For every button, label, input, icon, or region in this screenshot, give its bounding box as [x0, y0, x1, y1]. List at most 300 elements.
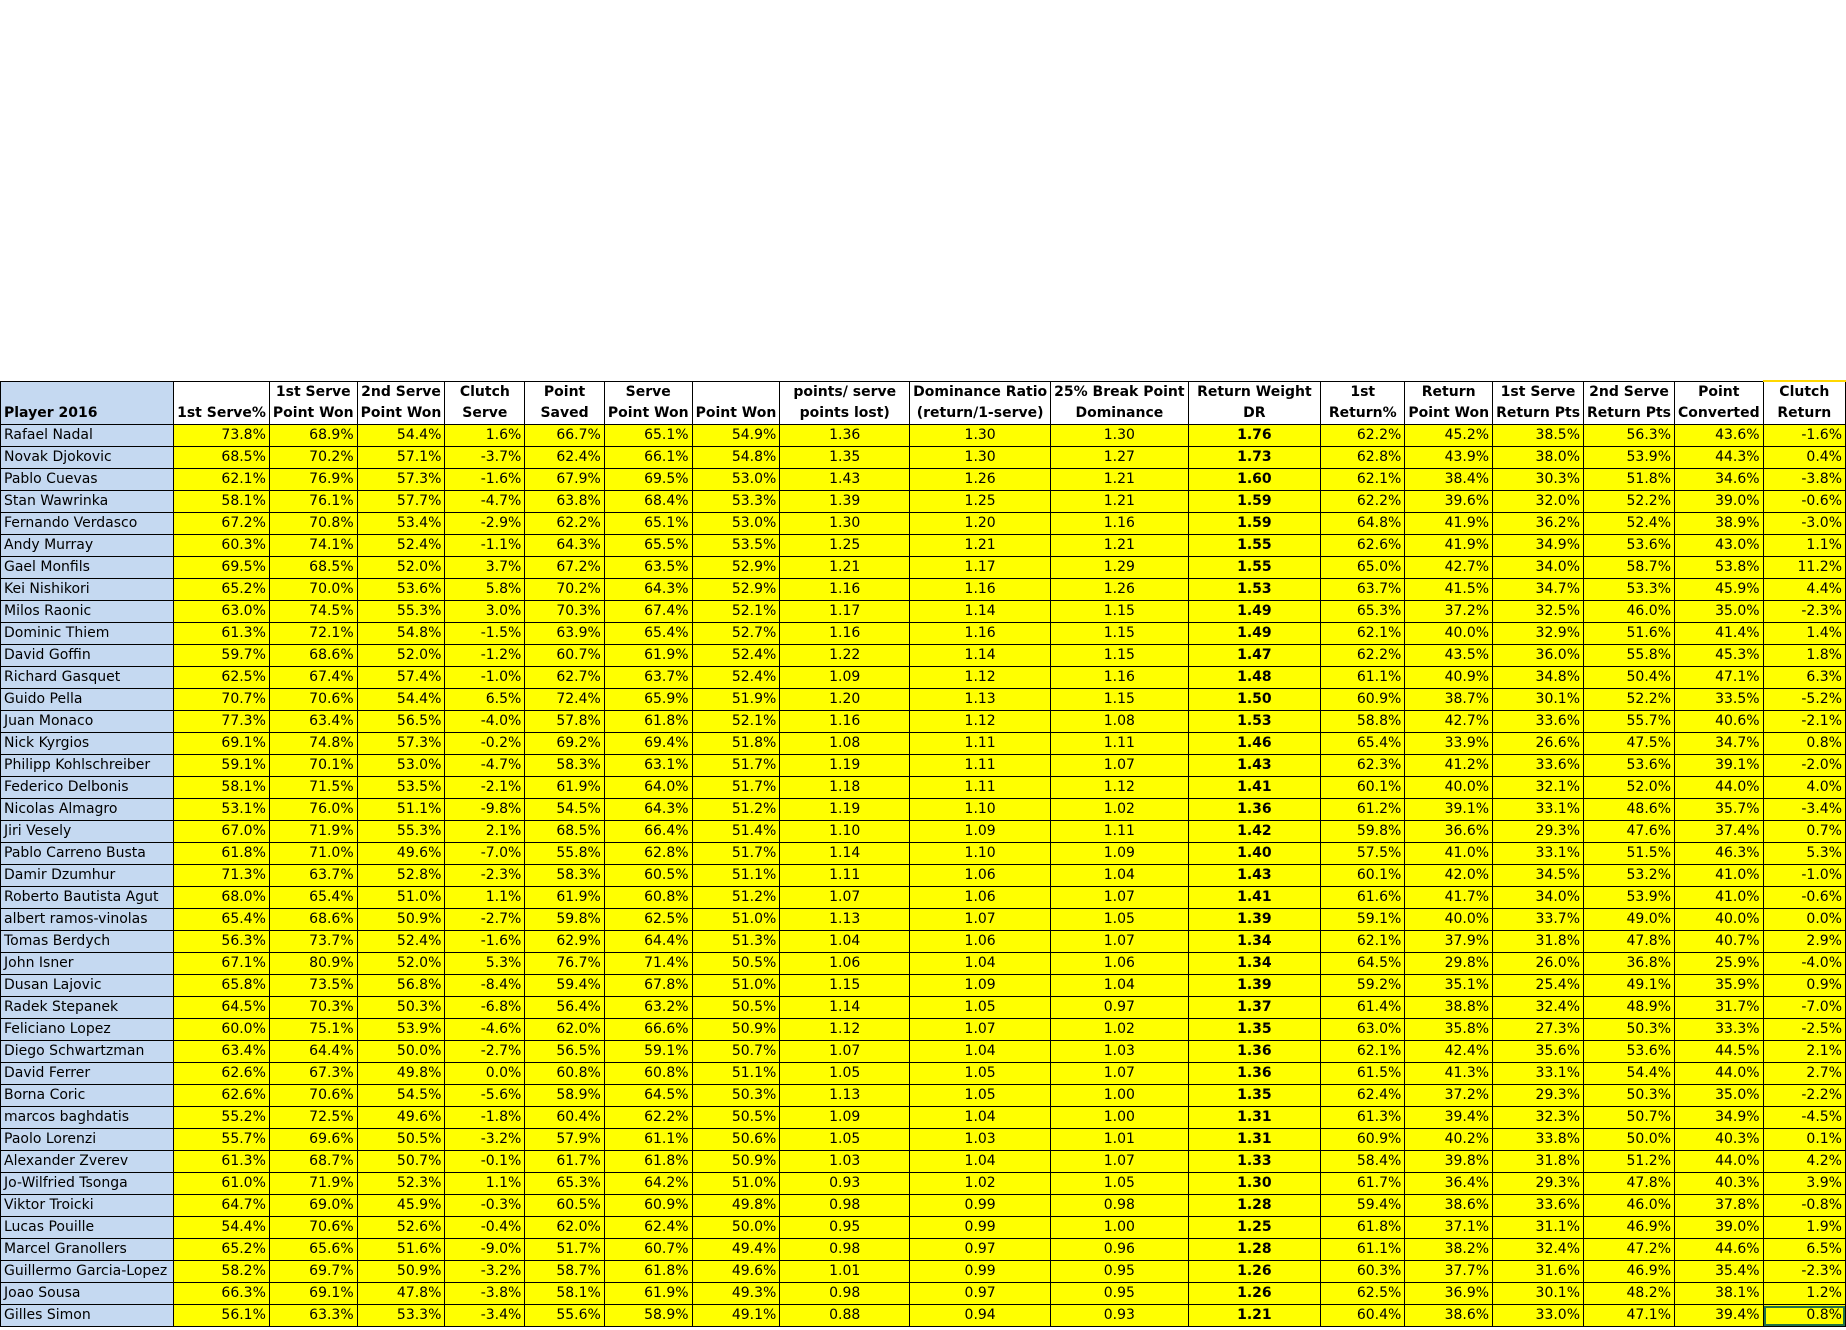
table-cell[interactable]: -4.0% [1763, 953, 1845, 975]
table-cell[interactable]: 1.06 [910, 887, 1051, 909]
table-cell[interactable]: -1.6% [445, 469, 525, 491]
table-cell[interactable]: 71.5% [269, 777, 357, 799]
player-name-cell[interactable]: Guido Pella [1, 689, 174, 711]
column-header[interactable] [1188, 381, 1321, 425]
table-cell[interactable]: 53.8% [1675, 557, 1764, 579]
table-cell[interactable]: 70.7% [174, 689, 270, 711]
table-cell[interactable]: 30.1% [1493, 689, 1584, 711]
table-cell[interactable]: 0.99 [910, 1217, 1051, 1239]
table-cell[interactable]: -5.6% [445, 1085, 525, 1107]
table-cell[interactable]: 48.6% [1584, 799, 1675, 821]
table-cell[interactable]: 1.15 [1051, 645, 1188, 667]
table-cell[interactable]: 36.0% [1493, 645, 1584, 667]
table-cell[interactable]: 38.0% [1493, 447, 1584, 469]
table-cell[interactable]: 54.9% [692, 425, 780, 447]
table-cell[interactable]: 47.1% [1675, 667, 1764, 689]
table-cell[interactable]: 1.21 [1051, 491, 1188, 513]
table-cell[interactable]: 65.4% [174, 909, 270, 931]
table-cell[interactable]: 63.8% [525, 491, 605, 513]
table-cell[interactable]: 1.12 [780, 1019, 910, 1041]
table-cell[interactable]: 41.0% [1675, 865, 1764, 887]
table-cell[interactable]: -0.8% [1763, 1195, 1845, 1217]
table-cell[interactable]: 1.39 [1188, 909, 1321, 931]
table-cell[interactable]: 0.4% [1763, 447, 1845, 469]
table-cell[interactable]: 34.0% [1493, 887, 1584, 909]
table-cell[interactable]: 68.5% [525, 821, 605, 843]
player-name-cell[interactable]: Radek Stepanek [1, 997, 174, 1019]
table-cell[interactable]: 1.09 [910, 821, 1051, 843]
table-cell[interactable]: 41.2% [1405, 755, 1493, 777]
table-cell[interactable]: 1.02 [910, 1173, 1051, 1195]
table-cell[interactable]: 1.07 [1051, 755, 1188, 777]
table-cell[interactable]: -3.2% [445, 1129, 525, 1151]
table-cell[interactable]: 54.4% [357, 689, 445, 711]
table-cell[interactable]: 53.0% [692, 469, 780, 491]
table-cell[interactable]: 51.8% [692, 733, 780, 755]
table-cell[interactable]: 59.4% [525, 975, 605, 997]
table-cell[interactable]: 1.9% [1763, 1217, 1845, 1239]
player-name-cell[interactable]: Andy Murray [1, 535, 174, 557]
table-cell[interactable]: 71.3% [174, 865, 270, 887]
table-cell[interactable]: 31.8% [1493, 1151, 1584, 1173]
table-cell[interactable]: 1.11 [780, 865, 910, 887]
table-cell[interactable]: 1.49 [1188, 601, 1321, 623]
table-cell[interactable]: 64.7% [174, 1195, 270, 1217]
table-cell[interactable]: 1.35 [1188, 1085, 1321, 1107]
table-cell[interactable]: 55.3% [357, 821, 445, 843]
table-cell[interactable]: 50.7% [692, 1041, 780, 1063]
player-name-cell[interactable]: Pablo Cuevas [1, 469, 174, 491]
table-cell[interactable]: 1.35 [1188, 1019, 1321, 1041]
table-cell[interactable]: 76.1% [269, 491, 357, 513]
column-header[interactable] [269, 381, 357, 425]
column-header[interactable] [1675, 381, 1764, 425]
table-cell[interactable]: 0.95 [780, 1217, 910, 1239]
table-cell[interactable]: 60.4% [1321, 1305, 1405, 1327]
player-name-cell[interactable]: Nicolas Almagro [1, 799, 174, 821]
table-cell[interactable]: -2.3% [1763, 601, 1845, 623]
table-cell[interactable]: 50.5% [692, 997, 780, 1019]
table-cell[interactable]: 1.05 [780, 1063, 910, 1085]
table-cell[interactable]: 37.4% [1675, 821, 1764, 843]
table-cell[interactable]: 40.3% [1675, 1173, 1764, 1195]
table-cell[interactable]: 58.9% [604, 1305, 692, 1327]
table-cell[interactable]: 40.0% [1405, 909, 1493, 931]
table-cell[interactable]: 62.9% [525, 931, 605, 953]
table-cell[interactable]: -8.4% [445, 975, 525, 997]
table-cell[interactable]: 54.8% [357, 623, 445, 645]
table-cell[interactable]: 1.16 [780, 623, 910, 645]
table-cell[interactable]: 50.3% [692, 1085, 780, 1107]
table-cell[interactable]: 5.3% [445, 953, 525, 975]
table-cell[interactable]: 54.4% [357, 425, 445, 447]
table-cell[interactable]: 51.7% [692, 777, 780, 799]
table-cell[interactable]: 26.0% [1493, 953, 1584, 975]
table-cell[interactable]: 59.1% [174, 755, 270, 777]
table-cell[interactable]: 1.16 [910, 623, 1051, 645]
table-cell[interactable]: 43.9% [1405, 447, 1493, 469]
table-cell[interactable]: 60.1% [1321, 865, 1405, 887]
table-cell[interactable]: -3.4% [445, 1305, 525, 1327]
table-cell[interactable]: 58.2% [174, 1261, 270, 1283]
player-name-cell[interactable]: Gael Monfils [1, 557, 174, 579]
table-cell[interactable]: 39.4% [1675, 1305, 1764, 1327]
table-cell[interactable]: 61.1% [1321, 667, 1405, 689]
table-cell[interactable]: 62.5% [174, 667, 270, 689]
table-cell[interactable]: 31.8% [1493, 931, 1584, 953]
player-name-cell[interactable]: Borna Coric [1, 1085, 174, 1107]
table-cell[interactable]: 73.7% [269, 931, 357, 953]
table-cell[interactable]: -3.8% [445, 1283, 525, 1305]
table-cell[interactable]: 59.2% [1321, 975, 1405, 997]
table-cell[interactable]: 0.97 [1051, 997, 1188, 1019]
table-cell[interactable]: 1.21 [1051, 469, 1188, 491]
table-cell[interactable]: 1.55 [1188, 557, 1321, 579]
table-cell[interactable]: 1.04 [1051, 975, 1188, 997]
table-cell[interactable]: 5.3% [1763, 843, 1845, 865]
player-name-cell[interactable]: Viktor Troicki [1, 1195, 174, 1217]
table-cell[interactable]: 30.1% [1493, 1283, 1584, 1305]
table-cell[interactable]: 53.3% [692, 491, 780, 513]
table-cell[interactable]: 41.0% [1405, 843, 1493, 865]
table-cell[interactable]: 52.0% [357, 557, 445, 579]
table-cell[interactable]: 66.4% [604, 821, 692, 843]
table-cell[interactable]: 1.01 [780, 1261, 910, 1283]
table-cell[interactable]: 76.0% [269, 799, 357, 821]
player-name-cell[interactable]: Feliciano Lopez [1, 1019, 174, 1041]
table-cell[interactable]: 1.59 [1188, 513, 1321, 535]
table-cell[interactable]: 67.2% [174, 513, 270, 535]
table-cell[interactable]: 1.09 [910, 975, 1051, 997]
table-cell[interactable]: 4.4% [1763, 579, 1845, 601]
table-cell[interactable]: 32.0% [1493, 491, 1584, 513]
table-cell[interactable]: 65.4% [1321, 733, 1405, 755]
table-cell[interactable]: 43.5% [1405, 645, 1493, 667]
table-cell[interactable]: -2.1% [445, 777, 525, 799]
player-name-cell[interactable]: Philipp Kohlschreiber [1, 755, 174, 777]
table-cell[interactable]: 1.50 [1188, 689, 1321, 711]
table-cell[interactable]: 1.36 [1188, 799, 1321, 821]
player-name-cell[interactable]: Tomas Berdych [1, 931, 174, 953]
table-cell[interactable]: 33.1% [1493, 1063, 1584, 1085]
table-cell[interactable]: 1.20 [780, 689, 910, 711]
table-cell[interactable]: 1.14 [780, 843, 910, 865]
table-cell[interactable]: 51.1% [692, 1063, 780, 1085]
player-name-cell[interactable]: Damir Dzumhur [1, 865, 174, 887]
table-cell[interactable]: 67.2% [525, 557, 605, 579]
column-header[interactable] [1051, 381, 1188, 425]
table-cell[interactable]: 55.2% [174, 1107, 270, 1129]
table-cell[interactable]: 50.3% [1584, 1085, 1675, 1107]
table-cell[interactable]: 36.4% [1405, 1173, 1493, 1195]
table-cell[interactable]: 29.3% [1493, 1173, 1584, 1195]
table-cell[interactable]: 1.06 [910, 931, 1051, 953]
table-cell[interactable]: 58.1% [525, 1283, 605, 1305]
table-cell[interactable]: 52.9% [692, 579, 780, 601]
table-cell[interactable]: 42.7% [1405, 557, 1493, 579]
table-cell[interactable]: 68.6% [269, 909, 357, 931]
table-cell[interactable]: 72.4% [525, 689, 605, 711]
table-cell[interactable]: 65.1% [604, 513, 692, 535]
table-cell[interactable]: 57.9% [525, 1129, 605, 1151]
table-cell[interactable]: 50.3% [357, 997, 445, 1019]
table-cell[interactable]: 1.06 [910, 865, 1051, 887]
table-cell[interactable]: 62.2% [525, 513, 605, 535]
table-cell[interactable]: 68.4% [604, 491, 692, 513]
table-cell[interactable]: -0.1% [445, 1151, 525, 1173]
table-cell[interactable]: 61.4% [1321, 997, 1405, 1019]
table-cell[interactable]: 52.1% [692, 711, 780, 733]
table-cell[interactable]: 66.7% [525, 425, 605, 447]
table-cell[interactable]: 1.09 [780, 1107, 910, 1129]
table-cell[interactable]: -7.0% [445, 843, 525, 865]
table-cell[interactable]: 4.2% [1763, 1151, 1845, 1173]
table-cell[interactable]: 64.3% [525, 535, 605, 557]
table-cell[interactable]: 47.8% [1584, 1173, 1675, 1195]
table-cell[interactable]: 48.9% [1584, 997, 1675, 1019]
table-cell[interactable]: 35.0% [1675, 1085, 1764, 1107]
table-cell[interactable]: 71.9% [269, 1173, 357, 1195]
table-cell[interactable]: 1.53 [1188, 579, 1321, 601]
table-cell[interactable]: 1.18 [780, 777, 910, 799]
table-cell[interactable]: 74.8% [269, 733, 357, 755]
table-cell[interactable]: 1.1% [445, 1173, 525, 1195]
table-cell[interactable]: 62.2% [1321, 645, 1405, 667]
table-cell[interactable]: 38.4% [1405, 469, 1493, 491]
table-cell[interactable]: 0.93 [780, 1173, 910, 1195]
table-cell[interactable]: 47.6% [1584, 821, 1675, 843]
table-cell[interactable]: 56.3% [174, 931, 270, 953]
table-cell[interactable]: 1.6% [445, 425, 525, 447]
table-cell[interactable]: 1.27 [1051, 447, 1188, 469]
player-name-cell[interactable]: Gilles Simon [1, 1305, 174, 1327]
table-cell[interactable]: 1.12 [910, 711, 1051, 733]
table-cell[interactable]: 1.30 [780, 513, 910, 535]
table-cell[interactable]: 41.9% [1405, 513, 1493, 535]
table-cell[interactable]: 59.1% [604, 1041, 692, 1063]
table-cell[interactable]: 51.3% [692, 931, 780, 953]
table-cell[interactable]: -4.0% [445, 711, 525, 733]
table-cell[interactable]: 58.4% [1321, 1151, 1405, 1173]
table-cell[interactable]: -2.3% [445, 865, 525, 887]
table-cell[interactable]: 53.2% [1584, 865, 1675, 887]
table-cell[interactable]: 0.8% [1763, 1305, 1845, 1327]
table-cell[interactable]: 1.76 [1188, 425, 1321, 447]
player-name-cell[interactable]: Pablo Carreno Busta [1, 843, 174, 865]
table-cell[interactable]: 38.9% [1675, 513, 1764, 535]
player-name-cell[interactable]: Stan Wawrinka [1, 491, 174, 513]
table-cell[interactable]: 70.1% [269, 755, 357, 777]
table-cell[interactable]: 67.8% [604, 975, 692, 997]
table-cell[interactable]: 41.3% [1405, 1063, 1493, 1085]
column-header[interactable] [1405, 381, 1493, 425]
table-cell[interactable]: 1.00 [1051, 1085, 1188, 1107]
table-cell[interactable]: 61.8% [174, 843, 270, 865]
table-cell[interactable]: 61.8% [604, 711, 692, 733]
column-header[interactable] [357, 381, 445, 425]
table-cell[interactable]: -4.7% [445, 755, 525, 777]
table-cell[interactable]: 46.9% [1584, 1217, 1675, 1239]
table-cell[interactable]: 1.26 [1188, 1283, 1321, 1305]
table-cell[interactable]: 68.0% [174, 887, 270, 909]
table-cell[interactable]: 60.4% [525, 1107, 605, 1129]
table-cell[interactable]: 67.3% [269, 1063, 357, 1085]
table-cell[interactable]: 62.6% [1321, 535, 1405, 557]
table-cell[interactable]: 62.6% [174, 1085, 270, 1107]
table-cell[interactable]: 41.7% [1405, 887, 1493, 909]
table-cell[interactable]: 56.1% [174, 1305, 270, 1327]
table-cell[interactable]: 64.0% [604, 777, 692, 799]
table-cell[interactable]: 69.1% [174, 733, 270, 755]
table-cell[interactable]: 0.99 [910, 1195, 1051, 1217]
table-cell[interactable]: 51.0% [692, 1173, 780, 1195]
table-cell[interactable]: 49.6% [357, 1107, 445, 1129]
table-cell[interactable]: -0.4% [445, 1217, 525, 1239]
column-header[interactable] [174, 381, 270, 425]
table-cell[interactable]: 75.1% [269, 1019, 357, 1041]
table-cell[interactable]: 38.6% [1405, 1305, 1493, 1327]
column-header[interactable] [1321, 381, 1405, 425]
table-cell[interactable]: 66.1% [604, 447, 692, 469]
table-cell[interactable]: 0.9% [1763, 975, 1845, 997]
table-cell[interactable]: 1.26 [1188, 1261, 1321, 1283]
table-cell[interactable]: 67.9% [525, 469, 605, 491]
table-cell[interactable]: 2.9% [1763, 931, 1845, 953]
table-cell[interactable]: 35.4% [1675, 1261, 1764, 1283]
table-cell[interactable]: 1.17 [780, 601, 910, 623]
table-cell[interactable]: 1.11 [910, 733, 1051, 755]
table-cell[interactable]: 1.30 [1188, 1173, 1321, 1195]
table-cell[interactable]: 1.15 [1051, 623, 1188, 645]
table-cell[interactable]: 40.0% [1405, 777, 1493, 799]
table-cell[interactable]: 62.4% [1321, 1085, 1405, 1107]
table-cell[interactable]: 35.0% [1675, 601, 1764, 623]
table-cell[interactable]: 46.0% [1584, 1195, 1675, 1217]
player-name-cell[interactable]: Dusan Lajovic [1, 975, 174, 997]
player-name-cell[interactable]: Richard Gasquet [1, 667, 174, 689]
table-cell[interactable]: -4.5% [1763, 1107, 1845, 1129]
table-cell[interactable]: 0.95 [1051, 1261, 1188, 1283]
table-cell[interactable]: -9.0% [445, 1239, 525, 1261]
table-cell[interactable]: 67.0% [174, 821, 270, 843]
column-header[interactable] [910, 381, 1051, 425]
table-cell[interactable]: 60.3% [1321, 1261, 1405, 1283]
table-cell[interactable]: 39.6% [1405, 491, 1493, 513]
table-cell[interactable]: -2.5% [1763, 1019, 1845, 1041]
table-cell[interactable]: 58.8% [1321, 711, 1405, 733]
table-cell[interactable]: 1.39 [780, 491, 910, 513]
table-cell[interactable]: 1.25 [780, 535, 910, 557]
table-cell[interactable]: 62.1% [174, 469, 270, 491]
table-cell[interactable]: 0.7% [1763, 821, 1845, 843]
table-cell[interactable]: 63.0% [1321, 1019, 1405, 1041]
table-cell[interactable]: 55.3% [357, 601, 445, 623]
table-cell[interactable]: 34.0% [1493, 557, 1584, 579]
table-cell[interactable]: 35.1% [1405, 975, 1493, 997]
table-cell[interactable]: 60.7% [604, 1239, 692, 1261]
table-cell[interactable]: 61.9% [525, 777, 605, 799]
table-cell[interactable]: 31.7% [1675, 997, 1764, 1019]
table-cell[interactable]: 51.5% [1584, 843, 1675, 865]
table-cell[interactable]: 62.1% [1321, 931, 1405, 953]
table-cell[interactable]: 38.2% [1405, 1239, 1493, 1261]
table-cell[interactable]: 62.8% [1321, 447, 1405, 469]
table-cell[interactable]: 1.14 [780, 997, 910, 1019]
table-cell[interactable]: 1.28 [1188, 1239, 1321, 1261]
table-cell[interactable]: 34.5% [1493, 865, 1584, 887]
table-cell[interactable]: 1.53 [1188, 711, 1321, 733]
table-cell[interactable]: 1.30 [910, 425, 1051, 447]
table-cell[interactable]: 63.4% [269, 711, 357, 733]
table-cell[interactable]: 29.8% [1405, 953, 1493, 975]
table-cell[interactable]: 54.8% [692, 447, 780, 469]
table-cell[interactable]: 38.5% [1493, 425, 1584, 447]
table-cell[interactable]: 57.4% [357, 667, 445, 689]
table-cell[interactable]: 2.1% [1763, 1041, 1845, 1063]
table-cell[interactable]: 70.6% [269, 1217, 357, 1239]
table-cell[interactable]: 52.4% [357, 931, 445, 953]
table-cell[interactable]: 3.9% [1763, 1173, 1845, 1195]
table-cell[interactable]: 59.8% [1321, 821, 1405, 843]
table-cell[interactable]: 25.4% [1493, 975, 1584, 997]
table-cell[interactable]: 70.3% [525, 601, 605, 623]
table-cell[interactable]: 32.3% [1493, 1107, 1584, 1129]
table-cell[interactable]: 51.1% [357, 799, 445, 821]
table-cell[interactable]: 51.2% [1584, 1151, 1675, 1173]
table-cell[interactable]: 0.94 [910, 1305, 1051, 1327]
table-cell[interactable]: 1.37 [1188, 997, 1321, 1019]
player-name-cell[interactable]: Lucas Pouille [1, 1217, 174, 1239]
table-cell[interactable]: 53.0% [357, 755, 445, 777]
table-cell[interactable]: 1.1% [1763, 535, 1845, 557]
table-cell[interactable]: 1.36 [1188, 1063, 1321, 1085]
table-cell[interactable]: 38.1% [1675, 1283, 1764, 1305]
table-cell[interactable]: 1.46 [1188, 733, 1321, 755]
table-cell[interactable]: 46.9% [1584, 1261, 1675, 1283]
table-cell[interactable]: 39.4% [1405, 1107, 1493, 1129]
player-name-cell[interactable]: Milos Raonic [1, 601, 174, 623]
table-cell[interactable]: 34.7% [1493, 579, 1584, 601]
table-cell[interactable]: 1.11 [1051, 733, 1188, 755]
table-cell[interactable]: 51.9% [692, 689, 780, 711]
table-cell[interactable]: 62.1% [1321, 1041, 1405, 1063]
table-cell[interactable]: 1.60 [1188, 469, 1321, 491]
table-cell[interactable]: 53.9% [1584, 887, 1675, 909]
table-cell[interactable]: 1.15 [780, 975, 910, 997]
table-cell[interactable]: 45.9% [1675, 579, 1764, 601]
table-cell[interactable]: -4.6% [445, 1019, 525, 1041]
table-cell[interactable]: 57.1% [357, 447, 445, 469]
table-cell[interactable]: 44.6% [1675, 1239, 1764, 1261]
table-cell[interactable]: 0.98 [780, 1195, 910, 1217]
table-cell[interactable]: 70.8% [269, 513, 357, 535]
table-cell[interactable]: 70.6% [269, 1085, 357, 1107]
table-cell[interactable]: -7.0% [1763, 997, 1845, 1019]
table-cell[interactable]: 1.47 [1188, 645, 1321, 667]
table-cell[interactable]: 64.3% [604, 579, 692, 601]
table-cell[interactable]: 52.4% [1584, 513, 1675, 535]
table-cell[interactable]: 46.0% [1584, 601, 1675, 623]
table-cell[interactable]: 58.7% [1584, 557, 1675, 579]
table-cell[interactable]: 1.25 [1188, 1217, 1321, 1239]
table-cell[interactable]: 0.93 [1051, 1305, 1188, 1327]
table-cell[interactable]: 52.4% [357, 535, 445, 557]
table-cell[interactable]: 1.1% [445, 887, 525, 909]
table-cell[interactable]: 26.6% [1493, 733, 1584, 755]
player-name-cell[interactable]: Joao Sousa [1, 1283, 174, 1305]
table-cell[interactable]: 61.6% [1321, 887, 1405, 909]
table-cell[interactable]: 27.3% [1493, 1019, 1584, 1041]
